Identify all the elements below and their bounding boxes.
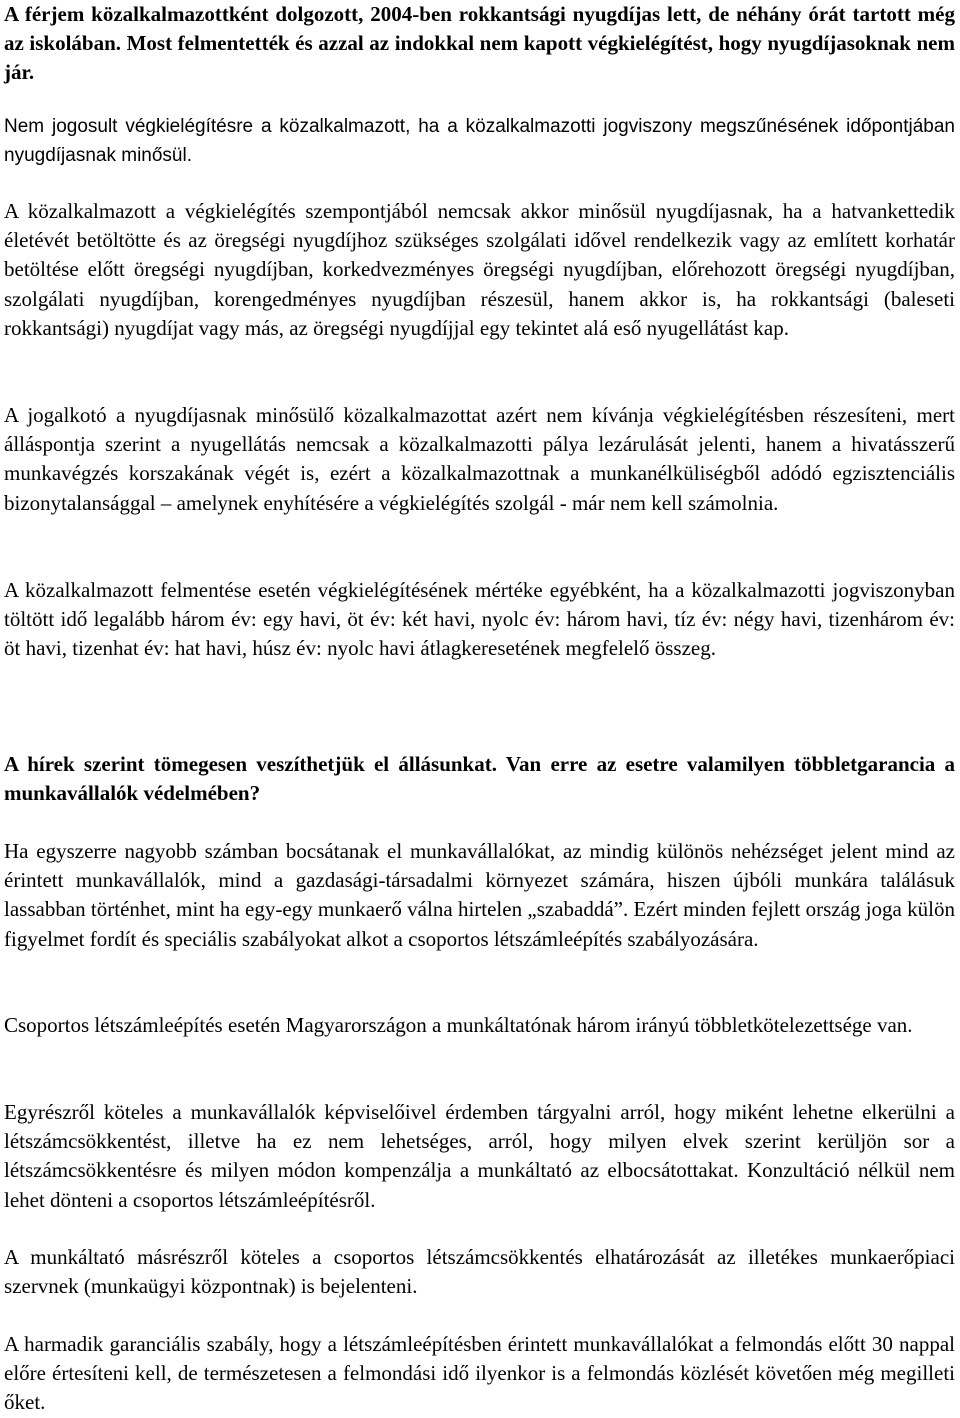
answer-paragraph-8: A munkáltató másrészről köteles a csoportos létszámcsökkentés elhatározását az illetékes munkaerőpiaci szervnek (munkaügyi központnak) is bejelenteni. xyxy=(4,1245,955,1299)
answer-paragraph-2: A közalkalmazott a végkielégítés szempontjából nemcsak akkor minősül nyugdíjasnak, ha a hatvankettedik életévét betöltötte és az öregségi nyugdíjhoz szükséges szolgálati idővel rendelkezik vagy az említett korhatár betöltése előtt öregségi nyugdíjban, korkedvezményes öregségi nyugdíjban, előrehozott öregségi nyugdíjban, szolgálati nyugdíjban, korengedményes nyugdíjban részesül, hanem akkor is, ha rokkantsági (baleseti rokkantsági) nyugdíjat vagy más, az öregségi nyugdíjjal egy tekintet alá eső nyugellátást kap. xyxy=(4,199,955,340)
answer-paragraph-4: A közalkalmazott felmentése esetén végkielégítésének mértéke egyébként, ha a közalkalmazotti jogviszonyban töltött idő legalább három év: egy havi, öt év: két havi, nyolc év: három havi, tíz év: négy havi, tizenhárom év: öt havi, tizenhat év: hat havi, húsz év: nyolc havi átlagkeresetének megfelelő összeg. xyxy=(4,578,955,661)
answer-paragraph-5: Ha egyszerre nagyobb számban bocsátanak el munkavállalókat, az mindig különös nehézséget jelent mind az érintett munkavállalók, mind a gazdasági-társadalmi környezet számára, hiszen újbóli munkára találásuk lassabban történhet, mint ha egy-egy munkaerő válna hirtelen „szabaddá”. Ezért minden fejlett ország joga külön figyelmet fordít és speciális szabályokat alkot a csoportos létszámleépítés szabályozására. xyxy=(4,839,955,951)
answer-paragraph-1: Nem jogosult végkielégítésre a közalkalmazott, ha a közalkalmazotti jogviszony megszűnésének időpontjában nyugdíjasnak minősül. xyxy=(4,116,955,167)
question-paragraph-2: A hírek szerint tömegesen veszíthetjük el állásunkat. Van erre az esetre valamilyen többletgarancia a munkavállalók védelmében? xyxy=(4,752,955,806)
question-paragraph-1: A férjem közalkalmazottként dolgozott, 2004-ben rokkantsági nyugdíjas lett, de néhány órát tartott még az iskolában. Most felmentették és azzal az indokkal nem kapott végkielégítést, hogy nyugdíjasoknak nem jár. xyxy=(4,2,955,85)
answer-paragraph-7: Egyrészről köteles a munkavállalók képviselőivel érdemben tárgyalni arról, hogy miként lehetne elkerülni a létszámcsökkentést, illetve ha ez nem lehetséges, arról, hogy milyen elvek szerint kerüljön sor a létszámcsökkentésre és milyen módon kompenzálja a munkáltató az elbocsátottakat. Konzultáció nélkül nem lehet dönteni a csoportos létszámleépítésről. xyxy=(4,1100,955,1212)
answer-paragraph-6: Csoportos létszámleépítés esetén Magyarországon a munkáltatónak három irányú többletkötelezettsége van. xyxy=(4,1013,913,1037)
answer-paragraph-3: A jogalkotó a nyugdíjasnak minősülő közalkalmazottat azért nem kívánja végkielégítésben részesíteni, mert álláspontja szerint a nyugellátás nemcsak a közalkalmazotti pálya lezárulását jelenti, hanem a hivatásszerű munkavégzés korszakának végét is, ezért a közalkalmazottnak a munkanélküliségből adódó egzisztenciális bizonytalansággal – amelynek enyhítésére a végkielégítés szolgál - már nem kell számolnia. xyxy=(4,403,955,515)
answer-paragraph-9: A harmadik garanciális szabály, hogy a létszámleépítésben érintett munkavállalókat a felmondás előtt 30 nappal előre értesíteni kell, de természetesen a felmondási idő ilyenkor is a felmondás közlését követően még megilleti őket. xyxy=(4,1332,955,1415)
